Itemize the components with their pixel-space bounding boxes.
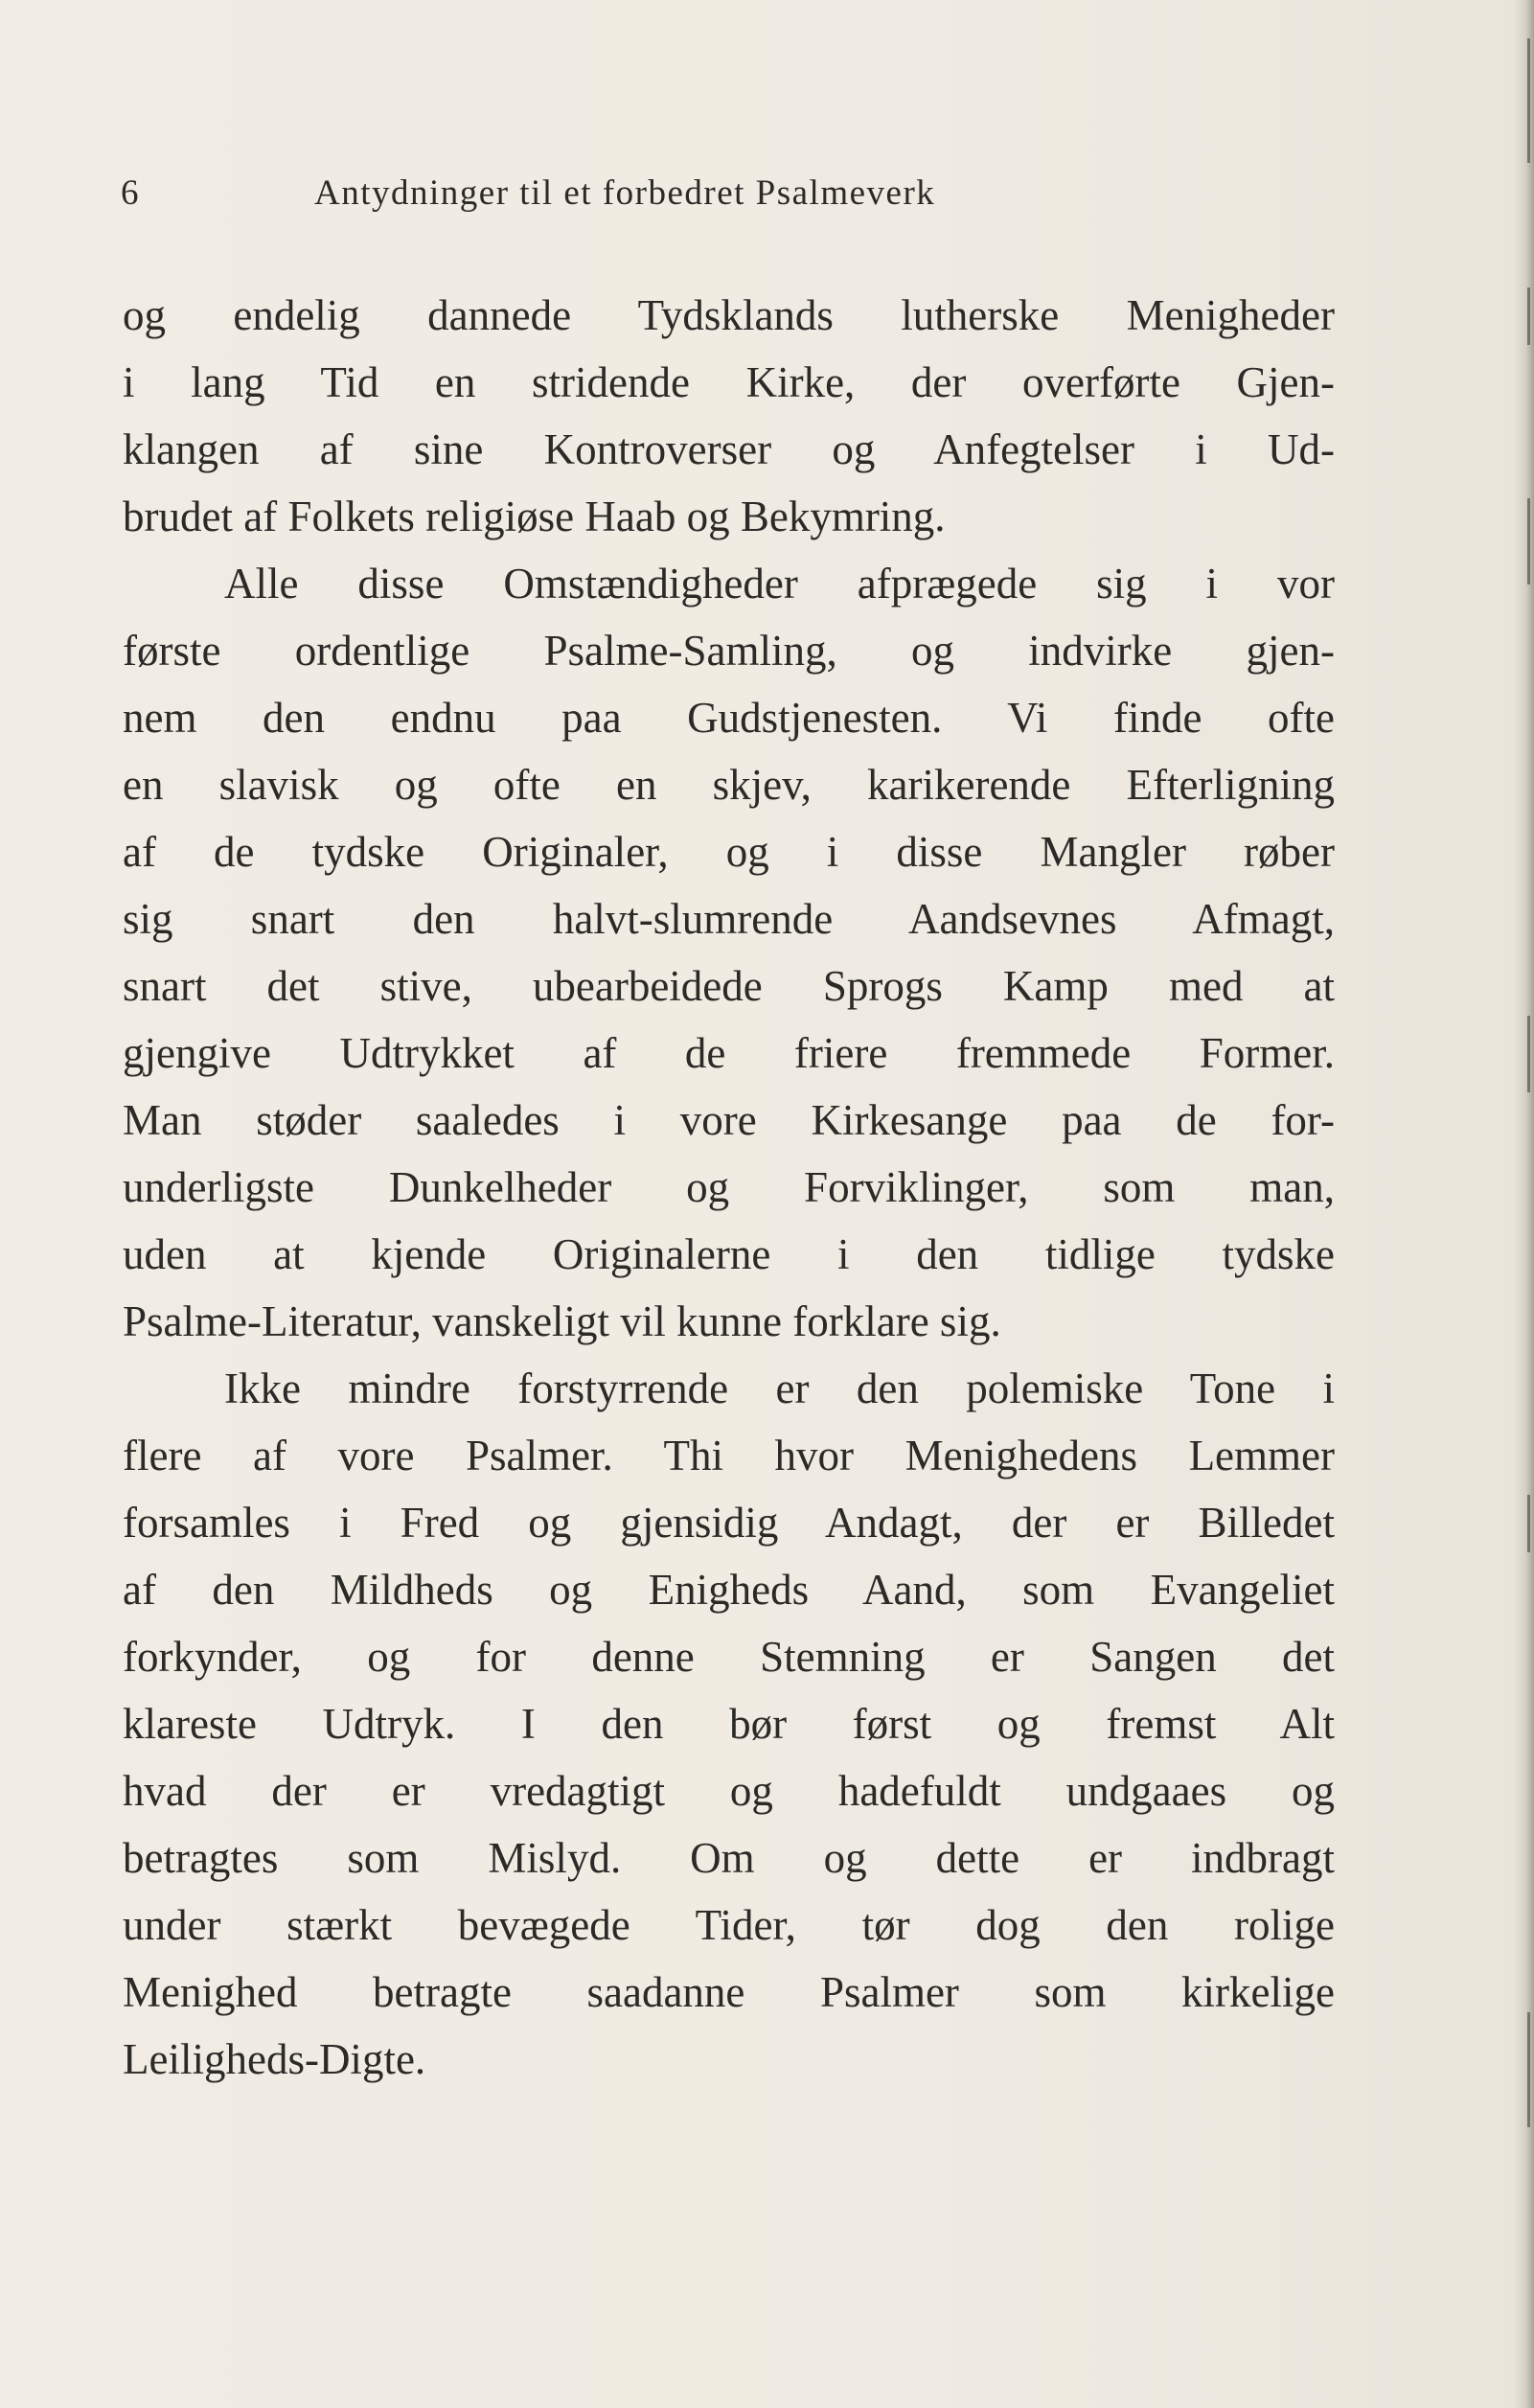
text-line: Menighed betragte saadanne Psalmer som kirkelige xyxy=(123,1968,1335,2016)
text-line: forkynder, og for denne Stemning er Sangen det xyxy=(123,1633,1335,1681)
running-head xyxy=(121,172,1127,220)
text-line: af den Mildheds og Enigheds Aand, som Evangeliet xyxy=(123,1566,1335,1614)
text-line: nem den endnu paa Gudstjenesten. Vi finde ofte xyxy=(123,694,1335,742)
page-edge-mark xyxy=(1527,1495,1530,1552)
text-line: Ikke mindre forstyrrende er den polemiske Tone i xyxy=(224,1365,1335,1412)
text-line: af de tydske Originaler, og i disse Mangler røber xyxy=(123,828,1335,876)
page-edge-shadow xyxy=(1513,0,1534,2408)
text-line: underligste Dunkelheder og Forviklinger, som man, xyxy=(123,1163,1335,1211)
text-line: snart det stive, ubearbeidede Sprogs Kamp med at xyxy=(123,962,1335,1010)
paragraph xyxy=(123,282,1339,550)
text-line: flere af vore Psalmer. Thi hvor Menighedens Lemmer xyxy=(123,1432,1335,1479)
page-number: 6 xyxy=(121,173,140,213)
text-line: forsamles i Fred og gjensidig Andagt, der er Billedet xyxy=(123,1499,1335,1547)
running-title: Antydninger til et forbedret Psalmeverk xyxy=(314,173,936,213)
page-edge-mark xyxy=(1527,287,1530,345)
text-line: brudet af Folkets religiøse Haab og Bekymring. xyxy=(123,493,946,540)
page-edge-mark xyxy=(1527,1016,1530,1092)
text-line: Man støder saaledes i vore Kirkesange paa de for- xyxy=(123,1096,1335,1144)
paragraph xyxy=(123,550,1339,1355)
text-line: Alle disse Omstændigheder afprægede sig i vor xyxy=(224,560,1335,608)
page-edge-mark xyxy=(1527,498,1530,585)
page-edge-mark xyxy=(1527,38,1530,163)
body-text xyxy=(123,282,1339,2093)
text-line: i lang Tid en stridende Kirke, der overførte Gjen- xyxy=(123,358,1335,406)
text-line: Leiligheds-Digte. xyxy=(123,2035,426,2083)
text-line: hvad der er vredagtigt og hadefuldt undgaaes og xyxy=(123,1767,1335,1815)
text-line: under stærkt bevægede Tider, tør dog den rolige xyxy=(123,1901,1335,1949)
text-line: betragtes som Mislyd. Om og dette er indbragt xyxy=(123,1834,1335,1882)
text-line: uden at kjende Originalerne i den tidlige tydske xyxy=(123,1230,1335,1278)
text-line: Psalme-Literatur, vanskeligt vil kunne forklare sig. xyxy=(123,1297,1001,1345)
page-edge-mark xyxy=(1527,2012,1530,2127)
text-line: en slavisk og ofte en skjev, karikerende Efterligning xyxy=(123,761,1335,809)
text-line: klangen af sine Kontroverser og Anfegtelser i Ud- xyxy=(123,425,1335,473)
paragraph xyxy=(123,1355,1339,2093)
text-line: første ordentlige Psalme-Samling, og indvirke gjen- xyxy=(123,627,1335,675)
text-line: sig snart den halvt-slumrende Aandsevnes Afmagt, xyxy=(123,895,1335,943)
text-line: gjengive Udtrykket af de friere fremmede Former. xyxy=(123,1029,1335,1077)
text-line: og endelig dannede Tydsklands lutherske Menigheder xyxy=(123,291,1335,339)
text-line: klareste Udtryk. I den bør først og fremst Alt xyxy=(123,1700,1335,1748)
